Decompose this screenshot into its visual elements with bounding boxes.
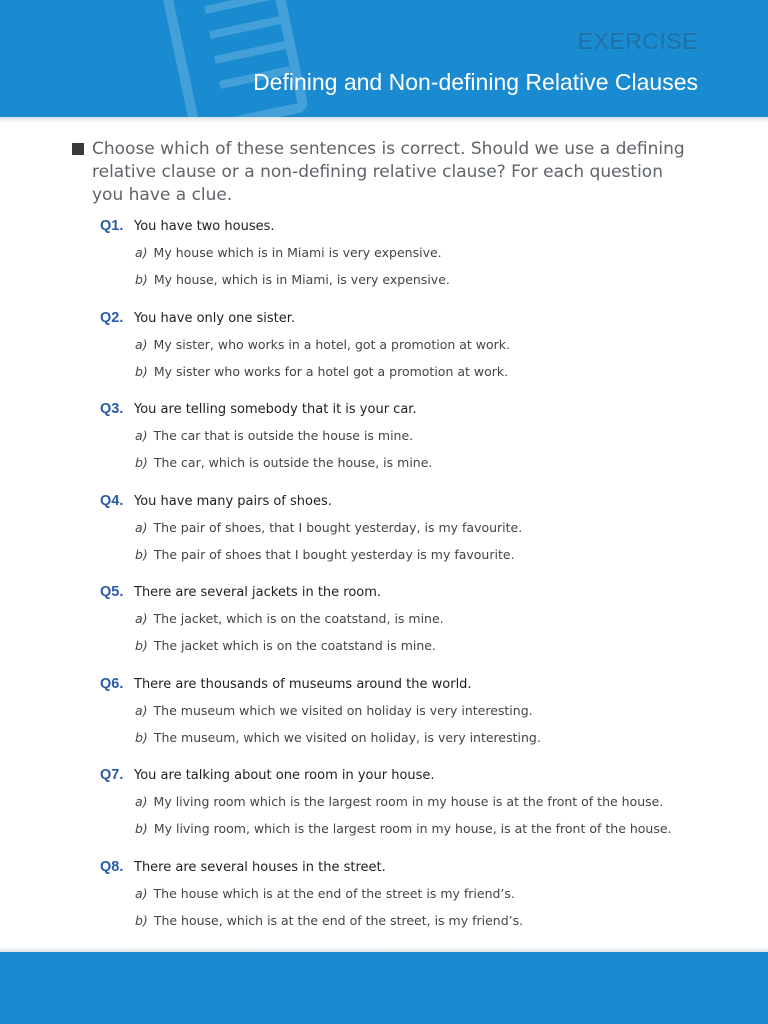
question-clue: You are telling somebody that it is your car. [134, 402, 417, 417]
option-a [135, 243, 442, 263]
question-number: Q7. [100, 767, 124, 783]
option-letter: a) [135, 702, 148, 718]
option-b [135, 453, 432, 473]
notepad-pencil-icon [160, 0, 340, 117]
option-letter: a) [135, 611, 148, 626]
option-letter: a) [135, 336, 148, 352]
option-letter: a) [135, 245, 148, 260]
option-text: The jacket, which is on the coatstand, is mine. [153, 611, 444, 626]
question-number: Q5. [100, 584, 124, 600]
question-number: Q3. [100, 401, 124, 417]
option-text: The pair of shoes that I bought yesterday is my favourite. [153, 546, 515, 562]
question-clue: You have many pairs of shoes. [134, 493, 332, 509]
option-a [135, 335, 510, 355]
instruction-text: Choose which of these sentences is correct. Should we use a defining relative clause or a non-defining relative clause? For each question you have a clue. [92, 139, 685, 205]
option-text: My sister, who works in a hotel, got a promotion at work. [153, 336, 510, 352]
question-4 [100, 491, 740, 583]
option-text: My sister who works for a hotel got a promotion at work. [153, 363, 509, 379]
question-number: Q2. [100, 309, 124, 326]
option-a [135, 426, 413, 446]
option-text: The car that is outside the house is mine. [153, 428, 414, 443]
exercise-label: EXERCISE [577, 28, 698, 54]
option-text: My living room, which is the largest room in my house, is at the front of the house. [153, 821, 672, 836]
option-letter: b) [135, 638, 148, 653]
question-number: Q8. [100, 858, 124, 875]
question-number: Q1. [100, 218, 124, 234]
option-text: The house which is at the end of the street is my friend’s. [153, 885, 515, 901]
footer-banner [0, 952, 768, 1024]
option-letter: a) [135, 794, 148, 809]
option-b [135, 545, 515, 565]
option-text: My house, which is in Miami, is very expensive. [153, 272, 450, 287]
option-letter: b) [135, 455, 148, 470]
option-text: The museum, which we visited on holiday, is very interesting. [153, 729, 541, 745]
option-letter: b) [135, 912, 148, 928]
option-a [135, 884, 515, 904]
question-list [100, 216, 740, 948]
question-clue: There are several jackets in the room. [134, 585, 382, 600]
question-6 [100, 674, 740, 766]
option-letter: b) [135, 729, 148, 745]
option-letter: b) [135, 821, 148, 836]
option-letter: a) [135, 428, 148, 443]
option-a [135, 792, 663, 812]
header-banner [0, 0, 768, 117]
option-text: The pair of shoes, that I bought yesterday, is my favourite. [153, 519, 523, 535]
question-clue: You have only one sister. [134, 310, 296, 326]
option-letter: a) [135, 885, 148, 901]
option-letter: a) [135, 519, 148, 535]
option-text: The car, which is outside the house, is mine. [153, 455, 433, 470]
question-3 [100, 399, 740, 491]
option-b [135, 270, 450, 290]
option-text: The house, which is at the end of the street, is my friend’s. [153, 912, 524, 928]
option-a [135, 609, 444, 629]
option-b [135, 636, 436, 656]
option-b [135, 728, 541, 748]
question-clue: There are several houses in the street. [134, 859, 386, 875]
question-5 [100, 582, 740, 674]
option-a [135, 518, 522, 538]
option-letter: b) [135, 272, 148, 287]
page-title: Defining and Non-defining Relative Clauses [253, 69, 698, 95]
option-letter: b) [135, 363, 148, 379]
instruction [72, 138, 692, 207]
question-1 [100, 216, 740, 308]
question-number: Q6. [100, 675, 124, 692]
option-a [135, 701, 533, 721]
option-text: The museum which we visited on holiday is very interesting. [153, 702, 533, 718]
option-letter: b) [135, 546, 148, 562]
option-text: My house which is in Miami is very expensive. [153, 245, 442, 260]
square-bullet-icon [72, 143, 84, 155]
question-number: Q4. [100, 492, 124, 509]
option-b [135, 362, 508, 382]
option-text: My living room which is the largest room in my house is at the front of the house. [153, 794, 664, 809]
option-text: The jacket which is on the coatstand is mine. [153, 638, 436, 653]
question-clue: You are talking about one room in your house. [134, 768, 435, 783]
question-clue: You have two houses. [134, 219, 275, 234]
question-7 [100, 765, 740, 857]
option-b [135, 911, 523, 931]
header-shadow [0, 117, 768, 123]
question-2 [100, 308, 740, 400]
question-clue: There are thousands of museums around the world. [134, 676, 472, 692]
question-8 [100, 857, 740, 949]
option-b [135, 819, 672, 839]
